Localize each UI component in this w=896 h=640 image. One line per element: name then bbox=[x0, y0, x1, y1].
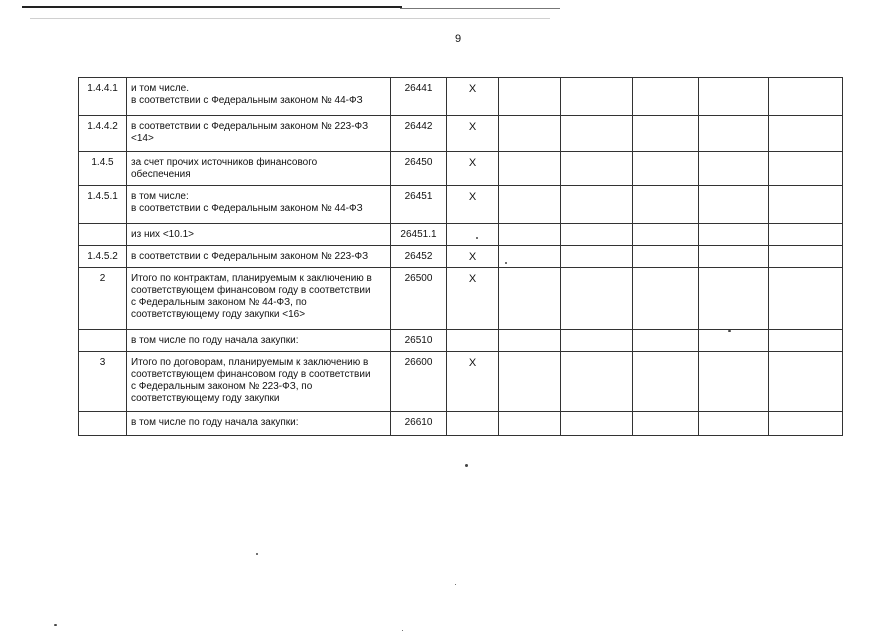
row-code: 26450 bbox=[391, 152, 447, 186]
row-number: 1.4.5.1 bbox=[79, 186, 127, 224]
scan-speck bbox=[402, 630, 403, 631]
empty-cell bbox=[769, 78, 843, 116]
row-code: 26500 bbox=[391, 268, 447, 330]
table-row bbox=[79, 186, 843, 224]
row-name: в том числе: в соответствии с Федеральным законом № 44-ФЗ bbox=[127, 186, 391, 224]
scan-speck bbox=[54, 624, 57, 626]
row-number bbox=[79, 224, 127, 246]
empty-cell bbox=[699, 330, 769, 352]
row-name: из них <10.1> bbox=[127, 224, 391, 246]
empty-cell bbox=[769, 186, 843, 224]
table-row bbox=[79, 268, 843, 330]
empty-cell bbox=[561, 224, 633, 246]
row-x-mark: X bbox=[447, 78, 499, 116]
empty-cell bbox=[699, 412, 769, 436]
table-row bbox=[79, 330, 843, 352]
empty-cell bbox=[699, 268, 769, 330]
row-x-mark: X bbox=[447, 352, 499, 412]
empty-cell bbox=[561, 268, 633, 330]
row-x-mark: X bbox=[447, 268, 499, 330]
row-name: за счет прочих источников финансового обеспечения bbox=[127, 152, 391, 186]
table-row bbox=[79, 412, 843, 436]
empty-cell bbox=[633, 224, 699, 246]
empty-cell bbox=[633, 352, 699, 412]
row-code: 26610 bbox=[391, 412, 447, 436]
row-code: 26452 bbox=[391, 246, 447, 268]
empty-cell bbox=[633, 412, 699, 436]
empty-cell bbox=[499, 116, 561, 152]
scan-speck bbox=[256, 553, 258, 555]
row-name: Итого по договорам, планируемым к заключению в соответствующем финансовом году в соответствии с Федеральным законом № 223-ФЗ, по соответствующему году закупки bbox=[127, 352, 391, 412]
table-body bbox=[79, 78, 843, 436]
row-code: 26451.1 bbox=[391, 224, 447, 246]
empty-cell bbox=[699, 246, 769, 268]
empty-cell bbox=[699, 116, 769, 152]
empty-cell bbox=[499, 330, 561, 352]
empty-cell bbox=[769, 246, 843, 268]
row-name: в том числе по году начала закупки: bbox=[127, 412, 391, 436]
row-number: 1.4.4.2 bbox=[79, 116, 127, 152]
row-code: 26451 bbox=[391, 186, 447, 224]
empty-cell bbox=[699, 186, 769, 224]
row-number: 2 bbox=[79, 268, 127, 330]
empty-cell bbox=[769, 412, 843, 436]
row-name: Итого по контрактам, планируемым к заключению в соответствующем финансовом году в соответствии с Федеральным законом № 44-ФЗ, по соответствующему году закупки <16> bbox=[127, 268, 391, 330]
empty-cell bbox=[633, 78, 699, 116]
empty-cell bbox=[499, 412, 561, 436]
row-x-mark bbox=[447, 412, 499, 436]
empty-cell bbox=[633, 330, 699, 352]
empty-cell bbox=[769, 116, 843, 152]
row-code: 26510 bbox=[391, 330, 447, 352]
empty-cell bbox=[561, 152, 633, 186]
empty-cell bbox=[633, 116, 699, 152]
empty-cell bbox=[769, 152, 843, 186]
scan-speck bbox=[465, 464, 468, 467]
empty-cell bbox=[699, 224, 769, 246]
empty-cell bbox=[633, 186, 699, 224]
empty-cell bbox=[633, 152, 699, 186]
empty-cell bbox=[499, 352, 561, 412]
empty-cell bbox=[633, 246, 699, 268]
row-x-mark: X bbox=[447, 116, 499, 152]
empty-cell bbox=[561, 330, 633, 352]
empty-cell bbox=[633, 268, 699, 330]
empty-cell bbox=[769, 352, 843, 412]
empty-cell bbox=[561, 116, 633, 152]
scan-speck bbox=[728, 330, 731, 332]
row-code: 26600 bbox=[391, 352, 447, 412]
empty-cell bbox=[561, 246, 633, 268]
row-x-mark: X bbox=[447, 152, 499, 186]
row-number: 1.4.5.2 bbox=[79, 246, 127, 268]
table-row bbox=[79, 352, 843, 412]
empty-cell bbox=[769, 224, 843, 246]
empty-cell bbox=[561, 78, 633, 116]
empty-cell bbox=[499, 152, 561, 186]
row-name: в том числе по году начала закупки: bbox=[127, 330, 391, 352]
scan-speck bbox=[505, 262, 507, 264]
row-x-mark: X bbox=[447, 246, 499, 268]
empty-cell bbox=[499, 224, 561, 246]
row-x-mark: X bbox=[447, 186, 499, 224]
empty-cell bbox=[699, 352, 769, 412]
empty-cell bbox=[499, 246, 561, 268]
empty-cell bbox=[499, 268, 561, 330]
table-row bbox=[79, 152, 843, 186]
empty-cell bbox=[769, 268, 843, 330]
empty-cell bbox=[699, 78, 769, 116]
empty-cell bbox=[561, 412, 633, 436]
scan-edge-line bbox=[22, 6, 402, 8]
row-x-mark bbox=[447, 224, 499, 246]
table-row bbox=[79, 224, 843, 246]
row-number bbox=[79, 330, 127, 352]
table-row bbox=[79, 246, 843, 268]
row-number bbox=[79, 412, 127, 436]
scan-edge-line bbox=[30, 18, 550, 19]
empty-cell bbox=[561, 352, 633, 412]
row-number: 1.4.4.1 bbox=[79, 78, 127, 116]
scan-speck bbox=[476, 237, 478, 239]
empty-cell bbox=[769, 330, 843, 352]
budget-table bbox=[78, 77, 843, 436]
row-name: в соответствии с Федеральным законом № 223-ФЗ bbox=[127, 246, 391, 268]
table-row bbox=[79, 116, 843, 152]
scan-speck bbox=[455, 584, 456, 585]
row-number: 1.4.5 bbox=[79, 152, 127, 186]
row-name: и том числе. в соответствии с Федеральным законом № 44-ФЗ bbox=[127, 78, 391, 116]
empty-cell bbox=[499, 186, 561, 224]
row-name: в соответствии с Федеральным законом № 223-ФЗ <14> bbox=[127, 116, 391, 152]
page-number: 9 bbox=[455, 33, 462, 45]
scan-edge-line bbox=[400, 8, 560, 9]
row-code: 26442 bbox=[391, 116, 447, 152]
row-number: 3 bbox=[79, 352, 127, 412]
row-x-mark bbox=[447, 330, 499, 352]
empty-cell bbox=[699, 152, 769, 186]
row-code: 26441 bbox=[391, 78, 447, 116]
empty-cell bbox=[499, 78, 561, 116]
empty-cell bbox=[561, 186, 633, 224]
table-row bbox=[79, 78, 843, 116]
